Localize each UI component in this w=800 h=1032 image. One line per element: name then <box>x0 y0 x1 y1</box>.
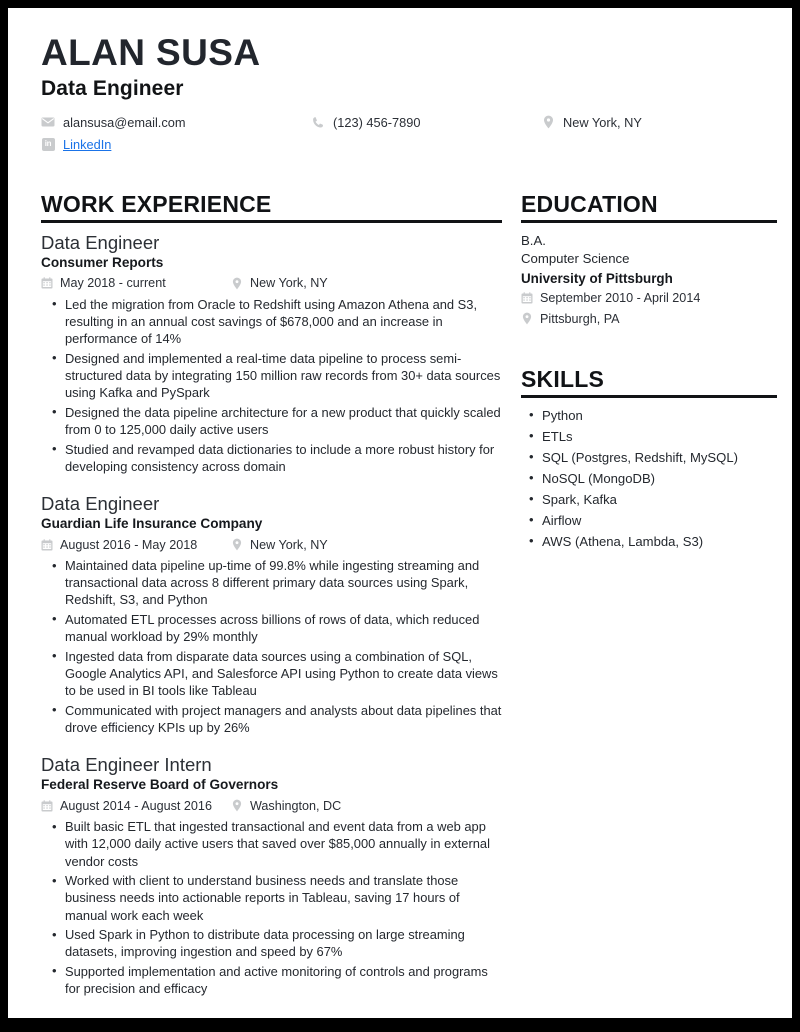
work-entry-dates <box>41 799 231 813</box>
bullet-item: • Built basic ETL that ingested transactional and event data from a web app with 12,000 daily active users that saved over $85,000 annually in external vendor costs <box>65 818 502 869</box>
map-pin-icon <box>231 799 243 812</box>
work-entry-organization: Federal Reserve Board of Governors <box>41 777 279 793</box>
candidate-job-title: Data Engineer <box>41 76 184 100</box>
work-entry-dates-text: August 2016 - May 2018 <box>60 537 198 552</box>
contact-location <box>541 115 642 130</box>
education-location <box>521 312 620 326</box>
skill-item: • Airflow <box>542 512 777 531</box>
skill-item: • NoSQL (MongoDB) <box>542 470 777 489</box>
work-entry-role: Data Engineer <box>41 492 160 514</box>
contact-location-text: New York, NY <box>563 114 642 130</box>
skill-item: • AWS (Athena, Lambda, S3) <box>542 533 777 552</box>
bullet-item: • Automated ETL processes across billions of rows of data, which reduced manual workload by 29% monthly <box>65 611 502 645</box>
contact-phone-text: (123) 456-7890 <box>333 114 421 130</box>
work-entry-organization: Guardian Life Insurance Company <box>41 516 263 532</box>
skill-item: • ETLs <box>542 428 777 447</box>
bullet-item: • Used Spark in Python to distribute data processing on large streaming datasets, improving ingestion and speed by 67% <box>65 926 502 960</box>
bullet-item: • Designed the data pipeline architecture for a new product that quickly scaled from 0 to 125,000 daily active users <box>65 404 502 438</box>
work-entry <box>41 754 502 997</box>
contact-linkedin[interactable] <box>41 137 311 152</box>
resume-header <box>41 34 759 154</box>
work-entry-location <box>231 276 328 290</box>
education-location-row <box>521 310 777 327</box>
bullet-item: • Maintained data pipeline up-time of 99.8% while ingesting streaming and transactional data across 8 different primary data sources using Spark, Redshift, S3, and Python <box>65 557 502 608</box>
skills-heading: SKILLS <box>521 366 604 393</box>
work-entry <box>41 232 502 475</box>
map-pin-icon <box>231 538 243 551</box>
work-entry-location-text: New York, NY <box>250 537 328 552</box>
phone-icon <box>311 115 325 129</box>
work-entry <box>41 493 502 736</box>
work-entry-role: Data Engineer Intern <box>41 754 212 776</box>
work-entry-dates <box>41 538 231 552</box>
calendar-icon <box>521 291 533 304</box>
contact-email-text: alansusa@email.com <box>63 114 186 130</box>
education-school: University of Pittsburgh <box>521 271 673 287</box>
work-entry-bullets <box>41 557 502 736</box>
work-entry-dates-text: May 2018 - current <box>60 276 166 291</box>
section-skills <box>521 367 777 552</box>
calendar-icon <box>41 799 53 812</box>
work-entry-location <box>231 538 328 552</box>
left-column <box>41 192 502 1000</box>
map-pin-icon <box>231 277 243 290</box>
education-dates-text: September 2010 - April 2014 <box>540 290 701 305</box>
bullet-item: • Led the migration from Oracle to Redshift using Amazon Athena and S3, resulting in an annual cost savings of $678,000 and an increase in performance of 14% <box>65 296 502 347</box>
map-pin-icon <box>541 115 555 129</box>
linkedin-badge-text: in <box>42 138 55 151</box>
section-education <box>521 192 777 327</box>
work-entry-dates <box>41 276 231 290</box>
right-column <box>521 192 777 1000</box>
work-entry-meta <box>41 536 502 553</box>
work-entry-role: Data Engineer <box>41 231 160 253</box>
column-gap <box>502 192 521 1000</box>
bullet-item: • Ingested data from disparate data sources using a combination of SQL, Google Analytics API, and Salesforce API using Python to create data views to be used in BI tools like Tableau <box>65 648 502 699</box>
calendar-icon <box>41 538 53 551</box>
section-work-experience <box>41 192 502 997</box>
education-field: Computer Science <box>521 251 630 267</box>
bullet-item: • Designed and implemented a real-time data pipeline to process semi-structured data by integrating 150 million raw records from 30+ data sources using Kafka and PySpark <box>65 350 502 401</box>
education-dates-row <box>521 289 777 306</box>
work-entry-bullets <box>41 818 502 997</box>
work-entry-location <box>231 799 341 813</box>
skill-item: • SQL (Postgres, Redshift, MySQL) <box>542 449 777 468</box>
work-entry-meta <box>41 275 502 292</box>
work-entry-location-text: New York, NY <box>250 276 328 291</box>
calendar-icon <box>41 277 53 290</box>
linkedin-icon <box>41 137 55 151</box>
contact-row-secondary <box>41 135 759 154</box>
skill-item: • Spark, Kafka <box>542 491 777 510</box>
linkedin-link[interactable]: LinkedIn <box>63 136 112 152</box>
candidate-name: ALAN SUSA <box>41 32 261 73</box>
bullet-item: • Studied and revamped data dictionaries to include a more robust history for developing consistency across domain <box>65 441 502 475</box>
contact-phone[interactable] <box>311 115 541 130</box>
resume-page <box>8 8 792 1018</box>
contact-row-primary <box>41 113 759 132</box>
education-degree: B.A. <box>521 232 546 248</box>
bullet-item: • Worked with client to understand business needs and translate those business needs into actionable reports in Tableau, saving 17 hours of manual work each week <box>65 872 502 923</box>
education-heading: EDUCATION <box>521 190 658 217</box>
education-dates <box>521 291 700 305</box>
resume-body <box>41 192 759 1000</box>
map-pin-icon <box>521 312 533 325</box>
skills-list <box>521 407 777 552</box>
work-entry-meta <box>41 797 502 814</box>
education-location-text: Pittsburgh, PA <box>540 311 620 326</box>
work-experience-heading: WORK EXPERIENCE <box>41 190 272 217</box>
contact-email[interactable] <box>41 115 311 130</box>
skills-divider <box>521 395 777 398</box>
work-entry-bullets <box>41 296 502 475</box>
bullet-item: • Communicated with project managers and analysts about data pipelines that drove efficiency KPIs up by 26% <box>65 702 502 736</box>
envelope-icon <box>41 115 55 129</box>
bullet-item: • Supported implementation and active monitoring of controls and programs for precision and efficacy <box>65 963 502 997</box>
skill-item: • Python <box>542 407 777 426</box>
education-divider <box>521 220 777 223</box>
work-entry-organization: Consumer Reports <box>41 254 164 270</box>
work-experience-divider <box>41 220 502 223</box>
work-entry-dates-text: August 2014 - August 2016 <box>60 798 212 813</box>
work-entry-location-text: Washington, DC <box>250 798 342 813</box>
